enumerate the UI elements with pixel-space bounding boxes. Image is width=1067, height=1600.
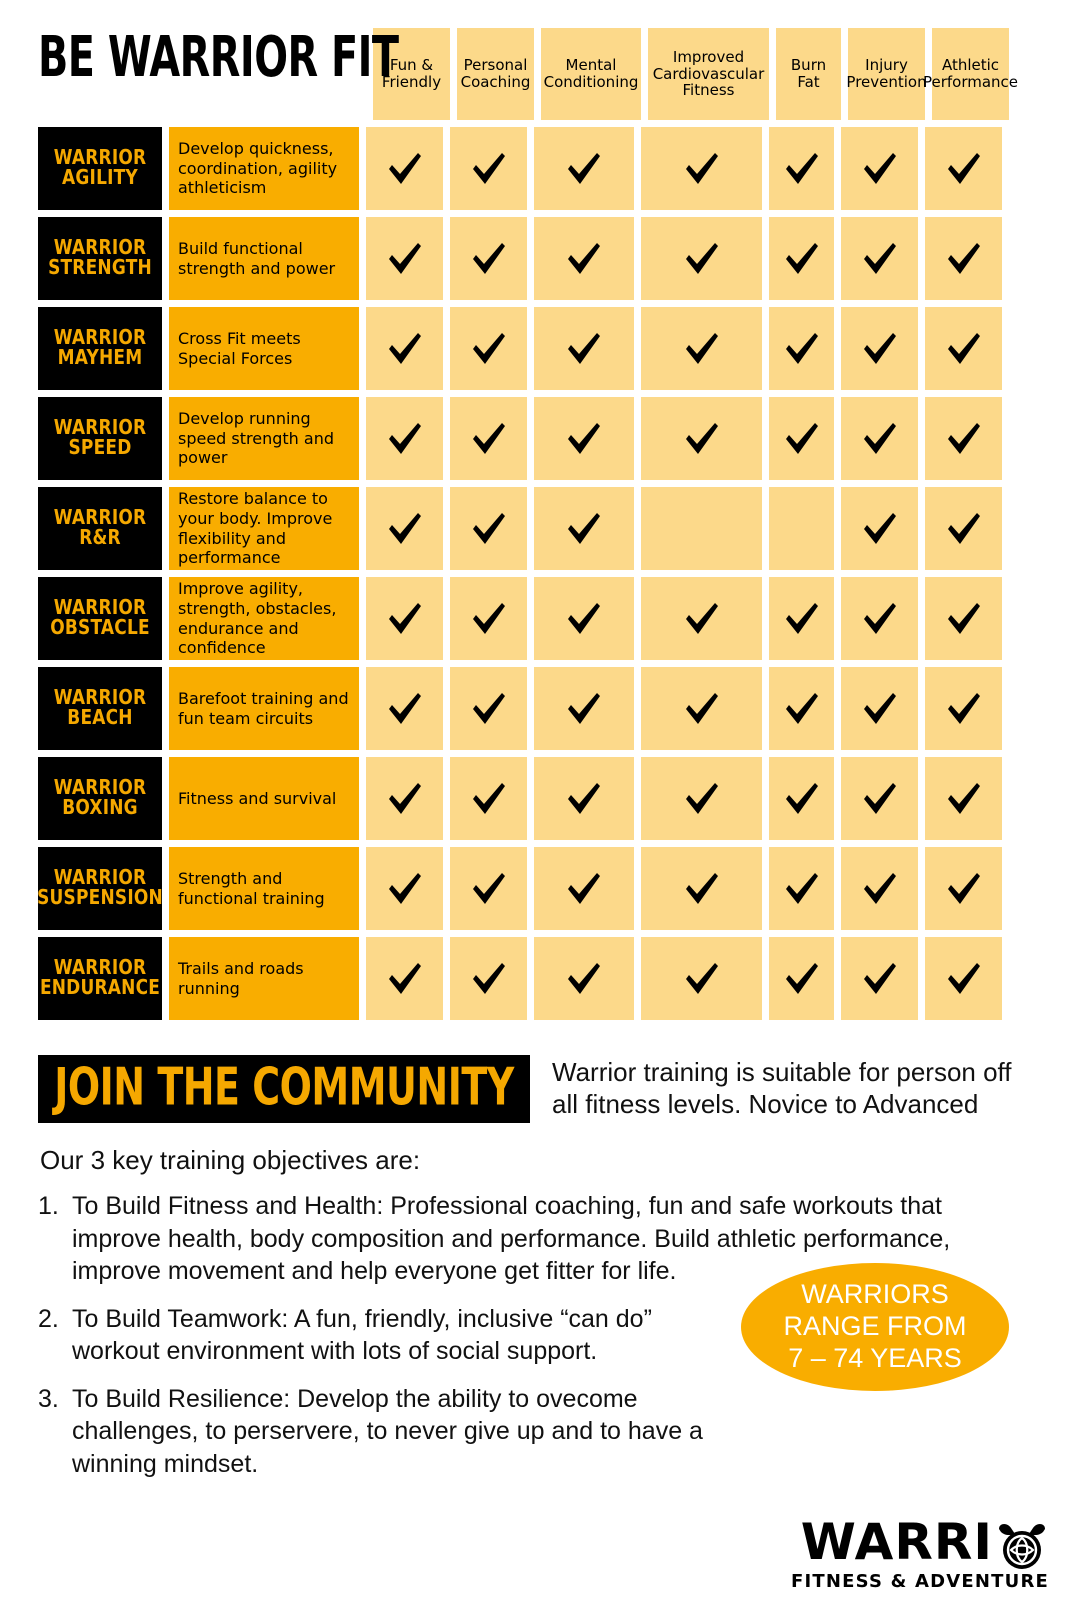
benefit-cell-checked [534,847,634,930]
program-name-line: WARRIOR [53,326,147,351]
benefit-cell-checked [769,307,834,390]
benefit-cell-checked [769,217,834,300]
check-icon [860,779,900,819]
page-title: BE WARRIOR FIT [38,24,399,90]
program-row [38,847,1029,930]
benefit-cell-checked [641,307,762,390]
benefit-header-line: Fun & [389,56,434,75]
program-name-line: AGILITY [62,165,138,190]
benefit-cell-checked [841,397,918,480]
program-row [38,757,1029,840]
program-name-line: WARRIOR [53,236,147,261]
program-name-line: SUSPENSION [37,885,163,910]
benefit-header-line: Friendly [381,73,442,91]
check-icon [860,599,900,639]
program-name-line: R&R [79,525,121,550]
benefit-cell-checked [925,307,1002,390]
benefit-cell-checked [450,937,527,1020]
program-name [38,577,162,660]
benefit-cell-checked [841,847,918,930]
objective-text: To Build Fitness and Health: Professional coaching, fun and safe workouts that improve health, body composition and performance. Build athletic performance, improve movement and help everyone get fitter for life. [72,1192,951,1285]
benefit-header-athletic-performance [922,28,1019,120]
benefit-header-line: Athletic [941,56,1000,75]
program-row [38,127,1029,210]
check-icon [782,419,822,459]
logo-subtitle: FITNESS & ADVENTURE [791,1571,1049,1592]
check-icon [469,149,509,189]
program-name [38,307,162,390]
age-range-badge [741,1263,1009,1391]
benefit-cell-checked [534,127,634,210]
check-icon [782,149,822,189]
check-icon [385,599,425,639]
benefit-cell-checked [925,487,1002,570]
check-icon [469,509,509,549]
benefit-cell-checked [641,577,762,660]
matrix-header-row [38,24,1029,120]
check-icon [860,869,900,909]
badge-line-1: WARRIORS [801,1279,949,1310]
program-description: Build functional strength and power [169,217,359,300]
check-icon [469,689,509,729]
benefit-cell-checked [925,667,1002,750]
check-icon [385,779,425,819]
check-icon [564,779,604,819]
check-icon [385,869,425,909]
check-icon [564,419,604,459]
check-icon [682,869,722,909]
benefit-cell-checked [841,127,918,210]
check-icon [385,959,425,999]
program-row [38,937,1029,1020]
benefit-cell-checked [450,397,527,480]
program-row [38,217,1029,300]
benefit-cell-checked [769,577,834,660]
program-name-line: OBSTACLE [50,615,150,640]
program-description: Develop running speed strength and power [169,397,359,480]
program-name [38,397,162,480]
program-name [38,487,162,570]
check-icon [564,329,604,369]
benefit-cell-checked [534,217,634,300]
benefit-cell-empty [641,487,762,570]
program-name [38,217,162,300]
program-description: Trails and roads running [169,937,359,1020]
program-name-line: WARRIOR [53,686,147,711]
benefit-cell-checked [925,217,1002,300]
check-icon [944,149,984,189]
check-icon [782,329,822,369]
check-icon [682,599,722,639]
benefit-cell-checked [841,487,918,570]
benefit-cell-checked [641,217,762,300]
objectives-section [38,1145,1029,1480]
benefit-cell-checked [450,127,527,210]
check-icon [944,239,984,279]
benefit-cell-checked [641,667,762,750]
benefit-header-improved-cardiovascular-fitness [648,28,769,120]
program-name [38,127,162,210]
program-row [38,577,1029,660]
program-name-line: WARRIOR [53,146,147,171]
benefit-cell-checked [925,847,1002,930]
check-icon [682,689,722,729]
check-icon [860,509,900,549]
objective-text: To Build Resilience: Develop the ability to ovecome challenges, to perservere, to never give up and to have a winning mindset. [72,1384,703,1478]
benefit-header-line: Injury [865,56,908,75]
benefit-cell-checked [450,667,527,750]
benefit-cell-checked [534,667,634,750]
check-icon [782,779,822,819]
benefit-cell-checked [769,397,834,480]
benefit-cell-checked [366,127,443,210]
program-name-line: STRENGTH [48,255,152,280]
objectives-intro: Our 3 key training objectives are: [40,1145,421,1175]
check-icon [860,329,900,369]
benefit-cell-checked [534,577,634,660]
objective-number: 3. [38,1384,59,1413]
check-icon [469,599,509,639]
benefit-cell-checked [769,937,834,1020]
program-name-line: ENDURANCE [39,975,161,1000]
program-description: Strength and functional training [169,847,359,930]
program-name [38,937,162,1020]
check-icon [782,599,822,639]
check-icon [385,239,425,279]
benefit-header-line: Improved [672,47,745,66]
benefits-matrix [37,24,1029,1027]
benefit-cell-checked [366,307,443,390]
objective-text: To Build Teamwork: A fun, friendly, inclusive “can do” workout environment with lots of social support. [72,1304,652,1365]
check-icon [782,959,822,999]
check-icon [944,959,984,999]
program-description: Develop quickness, coordination, agility athleticism [169,127,359,210]
check-icon [564,599,604,639]
benefit-header-personal-coaching [457,28,534,120]
community-band [38,1055,1029,1123]
program-name-line: WARRIOR [53,416,147,441]
benefit-cell-checked [769,847,834,930]
benefit-header-mental-conditioning [541,28,641,120]
check-icon [682,149,722,189]
check-icon [682,779,722,819]
warrior-logo [709,1515,1049,1592]
objective-number: 2. [38,1304,59,1333]
check-icon [469,239,509,279]
benefit-header-line: Prevention [846,73,927,91]
program-row [38,487,1029,570]
benefit-cell-checked [841,667,918,750]
benefit-header-burn-fat [776,28,841,120]
check-icon [469,869,509,909]
check-icon [564,689,604,729]
check-icon [944,779,984,819]
benefit-cell-checked [534,757,634,840]
check-icon [564,959,604,999]
check-icon [782,689,822,729]
benefit-cell-checked [641,127,762,210]
benefit-cell-checked [841,217,918,300]
benefit-cell-checked [450,757,527,840]
check-icon [944,689,984,729]
check-icon [860,239,900,279]
benefit-cell-checked [925,577,1002,660]
objective-item-3 [38,1383,1029,1481]
benefit-header-line: Personal [463,56,528,75]
check-icon [385,149,425,189]
check-icon [944,599,984,639]
check-icon [682,329,722,369]
program-description: Improve agility, strength, obstacles, endurance and confidence [169,577,359,660]
check-icon [385,329,425,369]
benefit-header-line: Cardiovascular [652,64,765,83]
benefit-cell-checked [841,757,918,840]
benefit-header-line: Performance [922,73,1019,91]
program-description: Cross Fit meets Special Forces [169,307,359,390]
benefit-cell-checked [925,757,1002,840]
benefit-cell-checked [641,397,762,480]
program-description: Fitness and survival [169,757,359,840]
benefit-cell-checked [366,757,443,840]
program-description: Restore balance to your body. Improve flexibility and performance [169,487,359,570]
logo-wordmark [709,1515,1049,1569]
program-name-line: WARRIOR [53,776,147,801]
check-icon [782,869,822,909]
join-community-label: JOIN THE COMMUNITY [54,1057,514,1117]
join-community-banner [38,1055,530,1123]
program-row [38,307,1029,390]
badge-line-3: 7 – 74 YEARS [788,1342,962,1373]
check-icon [469,329,509,369]
check-icon [564,869,604,909]
matrix-rows [38,127,1029,1027]
benefit-cell-checked [450,847,527,930]
check-icon [944,509,984,549]
benefit-cell-checked [841,307,918,390]
check-icon [860,419,900,459]
program-name-line: BEACH [67,705,133,730]
benefit-cell-checked [769,127,834,210]
benefit-cell-checked [534,307,634,390]
benefit-cell-checked [450,487,527,570]
check-icon [385,419,425,459]
check-icon [682,239,722,279]
check-icon [682,959,722,999]
benefit-cell-checked [366,577,443,660]
check-icon [469,419,509,459]
check-icon [860,149,900,189]
benefit-cell-checked [366,847,443,930]
benefit-header-line: Conditioning [543,73,639,91]
benefit-cell-checked [641,757,762,840]
benefit-cell-checked [769,667,834,750]
benefit-header-line: Burn [790,56,827,75]
program-name-line: WARRIOR [53,866,147,891]
program-row [38,397,1029,480]
benefit-cell-checked [925,127,1002,210]
check-icon [564,509,604,549]
benefit-cell-checked [366,667,443,750]
benefit-cell-checked [769,757,834,840]
program-name [38,667,162,750]
benefit-cell-checked [534,397,634,480]
program-name [38,847,162,930]
check-icon [860,959,900,999]
check-icon [469,959,509,999]
benefit-cell-checked [366,217,443,300]
benefit-cell-checked [366,397,443,480]
program-name-line: WARRIOR [53,956,147,981]
program-description: Barefoot training and fun team circuits [169,667,359,750]
objective-number: 1. [38,1192,59,1220]
check-icon [469,779,509,819]
benefit-cell-checked [366,937,443,1020]
benefit-cell-checked [450,217,527,300]
check-icon [682,419,722,459]
benefit-header-injury-prevention [848,28,925,120]
benefit-cell-checked [641,937,762,1020]
check-icon [944,329,984,369]
badge-line-2: RANGE FROM [783,1311,967,1342]
benefit-cell-empty [769,487,834,570]
program-name-line: WARRIOR [53,506,147,531]
benefit-header-line: Coaching [460,73,531,91]
check-icon [944,869,984,909]
benefit-cell-checked [925,937,1002,1020]
program-row [38,667,1029,750]
benefit-cell-checked [450,577,527,660]
program-name-line: MAYHEM [57,345,143,370]
benefit-cell-checked [366,487,443,570]
logo-word-text: WARRI [800,1513,993,1571]
benefit-cell-checked [641,847,762,930]
program-name-line: BOXING [62,795,138,820]
check-icon [385,509,425,549]
check-icon [385,689,425,729]
benefit-header-line: Fat [797,73,820,91]
benefit-cell-checked [925,397,1002,480]
benefit-cell-checked [534,937,634,1020]
program-name [38,757,162,840]
benefit-cell-checked [450,307,527,390]
check-icon [564,239,604,279]
benefit-header-line: Fitness [682,81,735,100]
brand-title-cell [38,24,399,120]
benefit-header-line: Mental [565,56,617,75]
benefit-cell-checked [841,937,918,1020]
check-icon [860,689,900,729]
check-icon [944,419,984,459]
benefit-cell-checked [841,577,918,660]
program-name-line: WARRIOR [53,596,147,621]
program-name-line: SPEED [68,435,132,460]
check-icon [564,149,604,189]
check-icon [782,239,822,279]
bull-head-icon [995,1519,1049,1573]
community-description: Warrior training is suitable for person off all fitness levels. Novice to Advanced [552,1057,1012,1119]
benefit-cell-checked [534,487,634,570]
